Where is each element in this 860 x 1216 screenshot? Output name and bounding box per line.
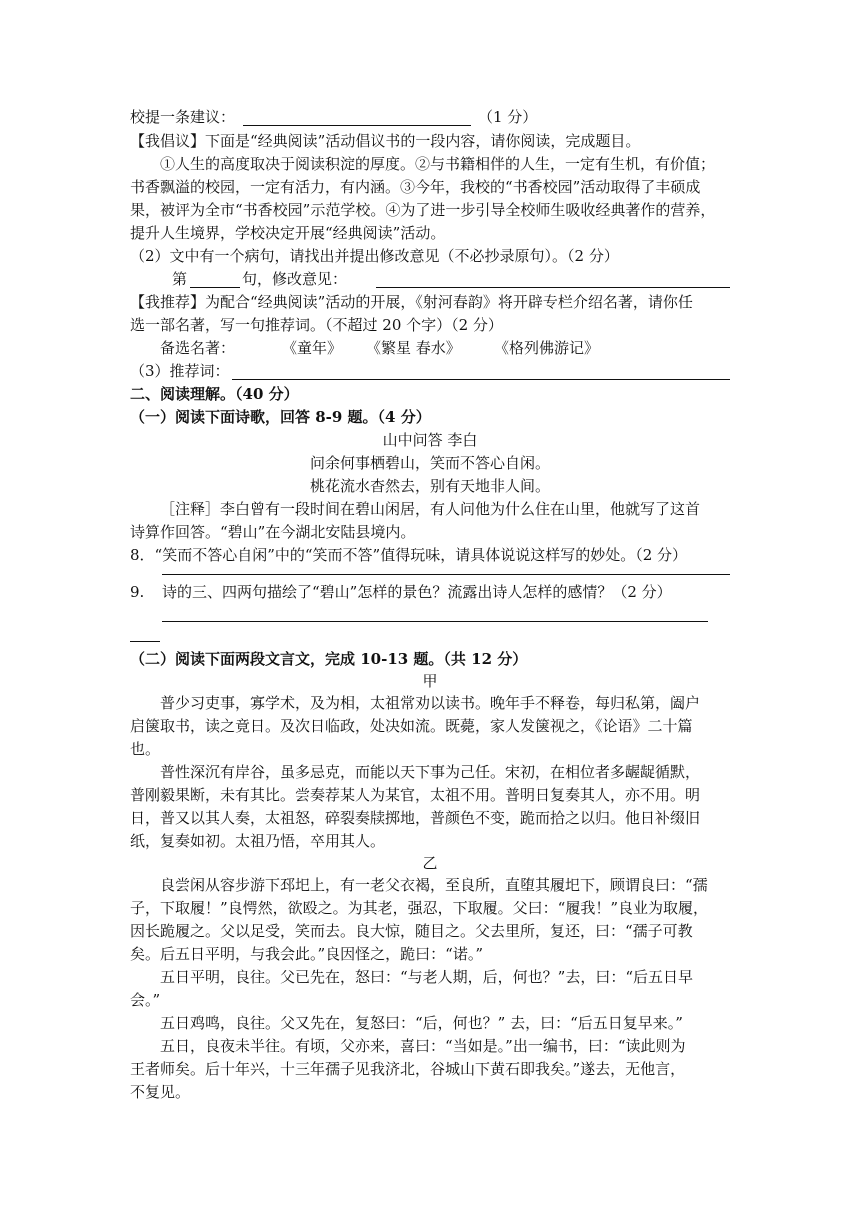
proposal-heading: 【我倡议】下面是“经典阅读”活动倡议书的一段内容，请你阅读，完成题目。 xyxy=(130,132,641,150)
proposal-text-line: ①人生的高度取决于阅读积淀的厚度。②与书籍相伴的人生，一定有生机，有价值； xyxy=(160,155,716,173)
revision-label: 句，修改意见： xyxy=(242,270,348,288)
suggestion-prompt: 校提一条建议： xyxy=(130,108,236,126)
question-3: （3）推荐词： xyxy=(130,362,230,380)
question-9-answer-line[interactable] xyxy=(162,621,708,622)
book-options-label: 备选名著： xyxy=(160,339,236,357)
question-8: 8．“笑而不答心自闲”中的“笑而不答”值得玩味，请具体说说这样写的妙处。（2 分） xyxy=(130,546,688,564)
question-9: 诗的三、四两句描绘了“碧山”怎样的景色？流露出诗人怎样的感情？（2 分） xyxy=(162,583,672,601)
passage-a-line: 纸，复奏如初。太祖乃悟，卒用其人。 xyxy=(130,832,386,850)
proposal-text-line: 果，被评为全市“书香校园”示范学校。④为了进一步引导全校师生吸收经典著作的营养， xyxy=(130,201,716,219)
poem-note: ［注释］李白曾有一段时间在碧山闲居，有人问他为什么住在山里，他就写了这首 xyxy=(160,500,701,518)
poem-line: 桃花流水杳然去，别有天地非人间。 xyxy=(309,477,550,495)
passage-b-line: 子，下取履！”良愕然，欲殴之。为其老，强忍，下取履。父曰：“履我！”良业为取履， xyxy=(130,899,709,917)
revision-answer-line[interactable] xyxy=(376,287,730,288)
sentence-number-blank[interactable] xyxy=(190,287,240,288)
recommend-heading: 【我推荐】为配合“经典阅读”活动的开展，《射河春韵》将开辟专栏介绍名著，请你任 xyxy=(130,293,693,311)
passage-b-line: 矣。后五日平明，与我会此。”良因怪之，跪曰：“诺。” xyxy=(130,945,484,963)
book-option: 《格列佛游记》 xyxy=(494,339,600,357)
passage-b-line: 良尝闲从容步游下邳圯上，有一老父衣褐，至良所，直堕其履圯下，顾谓良曰：“孺 xyxy=(160,876,708,894)
passage-b-line: 五日，良夜未半往。有顷，父亦来，喜曰：“当如是。”出一编书，曰：“读此则为 xyxy=(160,1037,686,1055)
passage-a-line: 启箧取书，读之竟日。及次日临政，处决如流。既薨，家人发箧视之，《论语》二十篇 xyxy=(130,717,693,735)
section-heading: 二、阅读理解。（40 分） xyxy=(130,385,299,403)
subsection-heading: （二）阅读下面两段文言文，完成 10-13 题。（共 12 分） xyxy=(130,650,528,668)
book-option: 《繁星 春水》 xyxy=(366,339,461,357)
suggestion-answer-line[interactable] xyxy=(243,125,471,126)
passage-a-line: 日，普又以其人奏，太祖怒，碎裂奏牍掷地，普颜色不变，跪而拾之以归。他日补缀旧 xyxy=(130,809,701,827)
recommendation-answer-line[interactable] xyxy=(232,379,730,380)
question-9-answer-line-end[interactable] xyxy=(130,641,160,642)
question-2: （2）文中有一个病句，请找出并提出修改意见（不必抄录原句）。（2 分） xyxy=(130,247,619,265)
sentence-number-prefix: 第 xyxy=(172,270,188,288)
passage-b-line: 会。” xyxy=(130,991,161,1009)
question-8-answer-line[interactable] xyxy=(162,574,730,575)
passage-a-line: 普刚毅果断，未有其比。尝奏荐某人为某官，太祖不用。普明日复奏其人，亦不用。明 xyxy=(130,786,701,804)
book-option: 《童年》 xyxy=(282,339,343,357)
proposal-text-line: 书香飘溢的校园，一定有活力，有内涵。③今年，我校的“书香校园”活动取得了丰硕成 xyxy=(130,178,701,196)
poem-line: 问余何事栖碧山，笑而不答心自闲。 xyxy=(309,454,550,472)
passage-b-line: 五日平明，良往。父已先在，怒曰：“与老人期，后，何也？”去，曰：“后五日早 xyxy=(160,968,694,986)
recommend-instruction: 选一部名著，写一句推荐词。（不超过 20 个字）（2 分） xyxy=(130,316,503,334)
proposal-text-line: 提升人生境界，学校决定开展“经典阅读”活动。 xyxy=(130,224,446,242)
poem-title: 山中问答 李白 xyxy=(382,431,478,449)
passage-b-line: 王者师矣。后十年兴，十三年孺子见我济北，谷城山下黄石即我矣。”遂去，无他言， xyxy=(130,1060,686,1078)
passage-b-line: 因长跪履之。父以足受，笑而去。良大惊，随目之。父去里所，复还，曰：“孺子可教 xyxy=(130,922,693,940)
passage-a-line: 普少习吏事，寡学术，及为相，太祖常劝以读书。晚年手不释卷，每归私第，阖户 xyxy=(160,694,701,712)
passage-a-title: 甲 xyxy=(422,672,438,690)
passage-a-line: 普性深沉有岸谷，虽多忌克，而能以天下事为己任。宋初，在相位者多龌龊循默， xyxy=(160,763,701,781)
passage-a-line: 也。 xyxy=(130,740,161,758)
poem-note: 诗算作回答。“碧山”在今湖北安陆县境内。 xyxy=(130,523,416,541)
passage-b-title: 乙 xyxy=(422,854,438,872)
suggestion-points: （1 分） xyxy=(478,108,538,126)
passage-b-line: 五日鸡鸣，良往。父又先在，复怒曰：“后，何也？” 去，曰：“后五日复早来。” xyxy=(160,1014,683,1032)
question-9-number: 9. xyxy=(130,583,145,601)
passage-b-line: 不复见。 xyxy=(130,1083,191,1101)
subsection-heading: （一）阅读下面诗歌，回答 8-9 题。（4 分） xyxy=(130,408,431,426)
